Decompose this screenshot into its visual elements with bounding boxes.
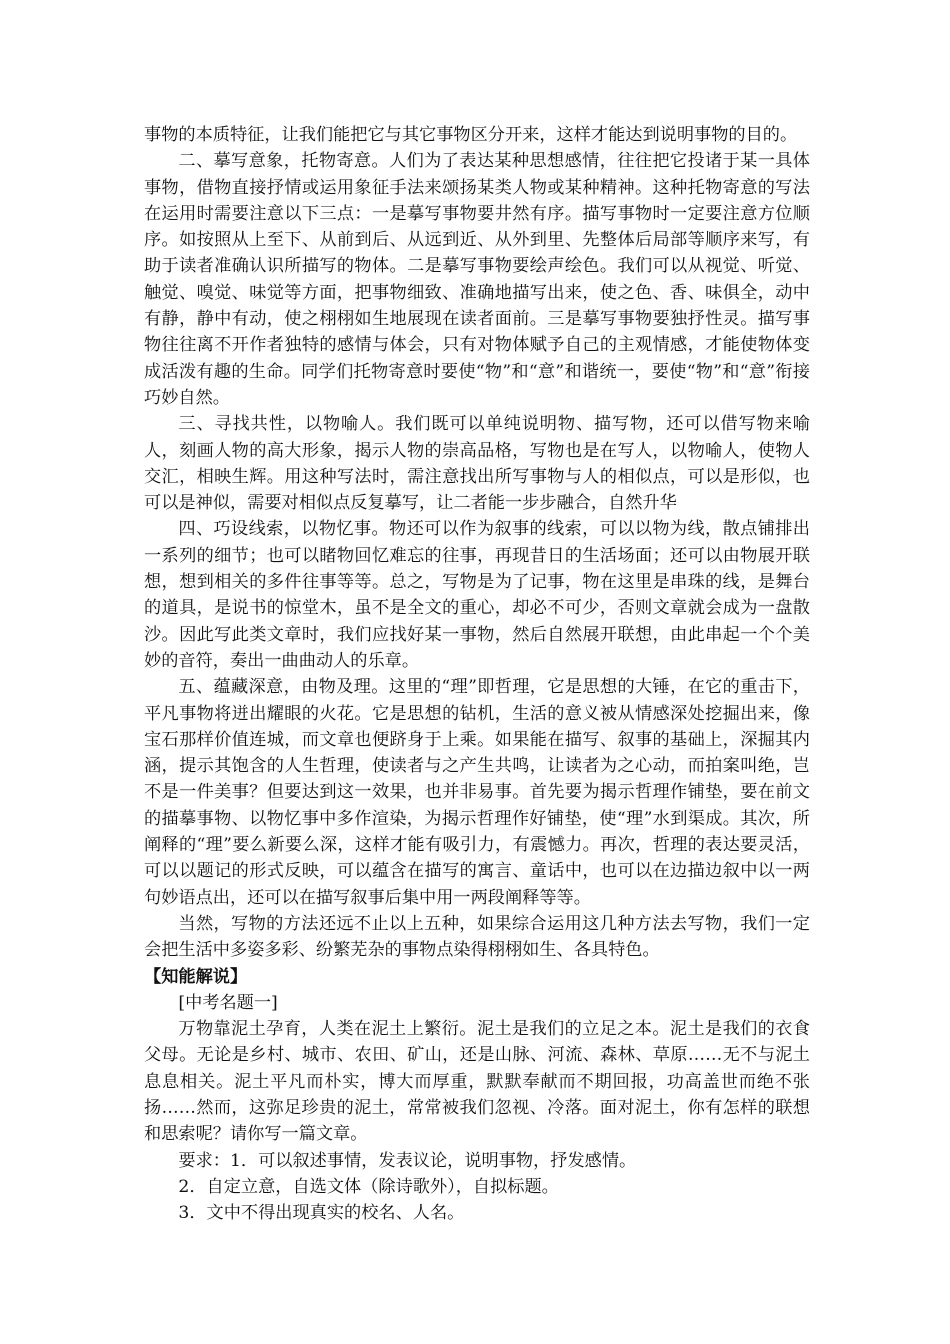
- paragraph-conclusion: 当然，写物的方法还远不止以上五种，如果综合运用这几种方法去写物，我们一定会把生活中多姿多彩、纷繁芜杂的事物点染得栩栩如生、各具特色。: [144, 913, 810, 961]
- paragraph-continuation: 事物的本质特征，让我们能把它与其它事物区分开来，这样才能达到说明事物的目的。: [144, 125, 798, 145]
- section-heading: 【知能解说】: [144, 966, 248, 987]
- requirement-item-2: 2．自定立意，自选文体（除诗歌外），自拟标题。: [178, 1176, 559, 1197]
- requirement-item-3: 3．文中不得出现真实的校名、人名。: [178, 1203, 465, 1224]
- paragraph-method-two: 二、摹写意象，托物寄意。人们为了表达某种思想感情，往往把它投诸于某一具体事物，借物直接抒情或运用象征手法来颂扬某类人物或某种精神。这种托物寄意的写法在运用时需要注意以下三点：一是摹写事物要井然有序。描写事物时一定要注意方位顺序。如按照从上至下、从前到后、从远到近、从外到里、先整体后局部等顺序来写，有助于读者准确认识所描写的物体。二是摹写事物要绘声绘色。我们可以从视觉、听觉、触觉、嗅觉、味觉等方面，把事物细致、准确地描写出来，使之色、香、味俱全，动中有静，静中有动，使之栩栩如生地展现在读者面前。三是摹写事物要独抒性灵。描写事物往往离不开作者独特的感情与体会，只有对物体赋予自己的主观情感，才能使物体变成活泼有趣的生命。同学们托物寄意时要使“物”和“意”和谐统一，要使“物”和“意”衔接巧妙自然。: [144, 151, 810, 408]
- paragraph-method-four: 四、巧设线索，以物忆事。物还可以作为叙事的线索，可以以物为线，散点铺排出一系列的细节；也可以睹物回忆难忘的往事，再现昔日的生活场面；还可以由物展开联想，想到相关的多件往事等等。总之，写物是为了记事，物在这里是串珠的线，是舞台的道具，是说书的惊堂木，虽不是全文的重心，却必不可少，否则文章就会成为一盘散沙。因此写此类文章时，我们应找好某一事物，然后自然展开联想，由此串起一个个美妙的音符，奏出一曲曲动人的乐章。: [144, 519, 810, 671]
- paragraph-method-three: 三、寻找共性，以物喻人。我们既可以单纯说明物、描写物，还可以借写物来喻人，刻画人物的高大形象，揭示人物的崇高品格，写物也是在写人，以物喻人，使物人交汇，相映生辉。用这种写法时，需注意找出所写事物与人的相似点，可以是形似，也可以是神似，需要对相似点反复摹写，让二者能一步步融合，自然升华: [144, 414, 810, 514]
- document-body: [144, 122, 810, 1226]
- exam-question-prompt: 万物靠泥土孕育，人类在泥土上繁衍。泥土是我们的立足之本。泥土是我们的衣食父母。无论是乡村、城市、农田、矿山，还是山脉、河流、森林、草原……无不与泥土息息相关。泥土平凡而朴实，博大而厚重，默默奉献而不期回报，功高盖世而绝不张扬……然而，这弥足珍贵的泥土，常常被我们忽视、冷落。面对泥土，你有怎样的联想和思索呢？请你写一篇文章。: [144, 1019, 810, 1145]
- paragraph-method-five: 五、蕴藏深意，由物及理。这里的“理”即哲理，它是思想的大锤，在它的重击下，平凡事物将迸出耀眼的火花。它是思想的钻机，生活的意义被从情感深处挖掘出来，像宝石那样价值连城，而文章也便跻身于上乘。如果能在描写、叙事的基础上，深掘其内涵，提示其饱含的人生哲理，使读者与之产生共鸣，让读者为之心动，而拍案叫绝，岂不是一件美事？但要达到这一效果，也并非易事。首先要为揭示哲理作铺垫，要在前文的描摹事物、以物忆事中多作渲染，为揭示哲理作好铺垫，使“理”水到渠成。其次，所阐释的“理”要么新要么深，这样才能有吸引力，有震憾力。再次，哲理的表达要灵活，可以以题记的形式反映，可以蕴含在描写的寓言、童话中，也可以在边描边叙中以一两句妙语点出，还可以在描写叙事后集中用一两段阐释等等。: [144, 677, 810, 908]
- exam-question-label: [中考名题一]: [178, 992, 278, 1013]
- requirement-item-1: 要求：1．可以叙述事情，发表议论，说明事物，抒发感情。: [178, 1150, 637, 1171]
